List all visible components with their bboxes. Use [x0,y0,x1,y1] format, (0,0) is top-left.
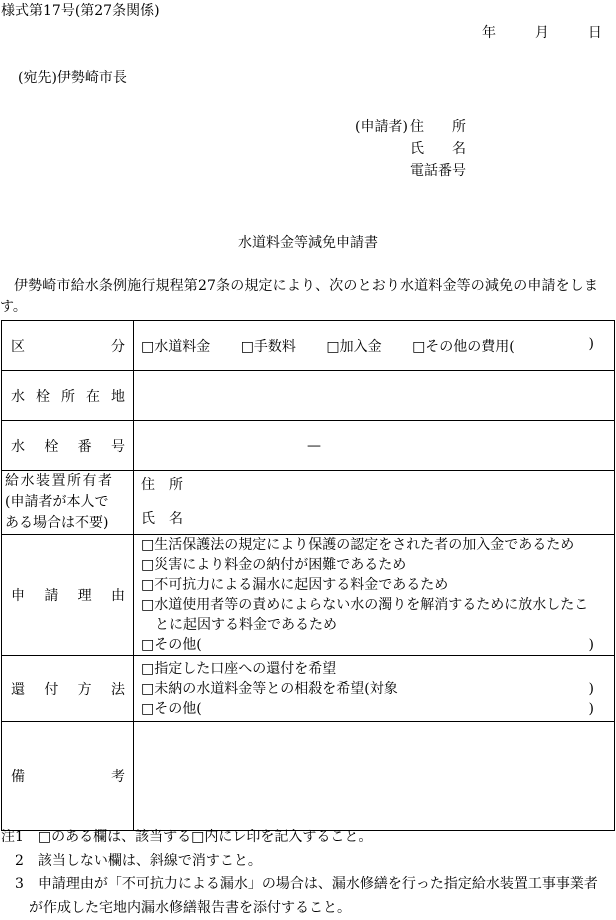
note-1: 注1 □のある欄は、該当する□内にレ印を記入すること。 [1,826,598,850]
refund-label [2,656,134,722]
reason-other-close: ) [589,635,594,655]
owner-label [2,471,134,535]
category-label-char: 分 [111,336,125,356]
hydrant-number-label-char: 栓 [44,436,58,456]
category-options [134,321,615,371]
applicant-address-label: 住 所 [410,116,466,136]
remarks-field[interactable] [134,722,615,831]
reason-options [134,535,615,656]
reason-label-char: 申 [11,585,25,605]
hydrant-number-label-char: 番 [78,436,92,456]
row-reason [2,535,615,656]
intro-paragraph [0,276,616,318]
hydrant-number-label-char: 水 [11,436,25,456]
date-day-label: 日 [588,22,602,42]
form-number: 様式第17号(第27条関係) [1,0,160,20]
refund-options [134,656,615,722]
application-table [1,320,615,831]
intro-line-1: 伊勢崎市給水条例施行規程第27条の規定により、次のとおり水道料金等の減免の申請をしま [0,276,616,297]
row-hydrant-location [2,371,615,421]
hydrant-location-label-char: 水 [11,386,25,406]
refund-account-checkbox[interactable]: □指定した口座への還付を希望 [141,659,614,679]
intro-line-2: す。 [0,297,616,318]
refund-offset-close: ) [589,679,594,699]
reason-turbid-water-checkbox[interactable]: □水道使用者等の責めによらない水の濁りを解消するために放水したこ [141,595,614,615]
category-label [2,321,134,371]
reason-force-majeure-leak-checkbox[interactable]: □不可抗力による漏水に起因する料金であるため [141,575,614,595]
applicant-phone-label: 電話番号 [410,160,466,180]
remarks-label [2,722,134,831]
refund-other-checkbox[interactable]: □その他( [141,699,202,719]
note-2: 2 該当しない欄は、斜線で消すこと。 [1,850,598,874]
remarks-label-char: 備 [11,766,25,786]
date-year-label: 年 [482,22,496,42]
reason-welfare-checkbox[interactable]: □生活保護法の規定により保護の認定をされた者の加入金であるため [141,535,614,555]
hydrant-number-label-char: 号 [111,436,125,456]
hydrant-number-field[interactable] [134,421,615,471]
hydrant-location-label-char: 在 [86,386,100,406]
owner-fields [134,471,615,535]
date-month-label: 月 [535,22,549,42]
applicant-name-label: 氏 名 [410,138,466,158]
refund-other-close: ) [589,699,594,719]
reason-label-char: 由 [111,585,125,605]
reason-label [2,535,134,656]
hydrant-number-value: — [307,438,321,454]
refund-label-char: 法 [111,679,125,699]
owner-label-line: ある場合は不要) [5,513,130,534]
reason-disaster-checkbox[interactable]: □災害により料金の納付が困難であるため [141,555,614,575]
note-3-continuation: が作成した宅地内漏水修繕報告書を添付すること。 [1,897,598,920]
hydrant-location-label-char: 栓 [36,386,50,406]
row-owner [2,471,615,535]
hydrant-location-label-char: 地 [111,386,125,406]
notes [1,826,598,920]
row-category [2,321,615,371]
applicant-label: (申請者) [355,116,408,136]
refund-offset-checkbox[interactable]: □未納の水道料金等との相殺を希望(対象 [141,679,398,699]
category-label-char: 区 [11,336,25,356]
refund-label-char: 付 [44,679,58,699]
category-water-fee-checkbox[interactable]: □水道料金 [141,339,210,355]
category-other-checkbox[interactable]: □その他の費用( [412,339,515,355]
row-remarks [2,722,615,831]
category-joining-fee-checkbox[interactable]: □加入金 [326,339,381,355]
row-refund [2,656,615,722]
addressee: (宛先)伊勢崎市長 [18,67,127,87]
refund-label-char: 方 [78,679,92,699]
reason-other-checkbox[interactable]: □その他( [141,635,202,655]
reason-label-char: 請 [44,585,58,605]
category-fee-checkbox[interactable]: □手数料 [241,339,296,355]
owner-label-line: (申請者が本人で [5,492,130,513]
reason-turbid-water-continuation: とに起因する料金であるため [141,615,614,635]
owner-label-line: 給水装置所有者 [5,471,130,492]
owner-address-field[interactable]: 住 所 [141,475,614,496]
document-title: 水道料金等減免申請書 [0,232,616,252]
remarks-label-char: 考 [111,766,125,786]
hydrant-number-label [2,421,134,471]
hydrant-location-label [2,371,134,421]
owner-name-field[interactable]: 氏 名 [141,509,614,530]
reason-label-char: 理 [78,585,92,605]
date-line [482,22,602,42]
row-hydrant-number [2,421,615,471]
refund-label-char: 還 [11,679,25,699]
note-3: 3 申請理由が「不可抗力による漏水」の場合は、漏水修繕を行った指定給水装置工事事業者 [1,873,598,897]
hydrant-location-field[interactable] [134,371,615,421]
hydrant-location-label-char: 所 [61,386,75,406]
category-other-close: ) [589,336,594,356]
